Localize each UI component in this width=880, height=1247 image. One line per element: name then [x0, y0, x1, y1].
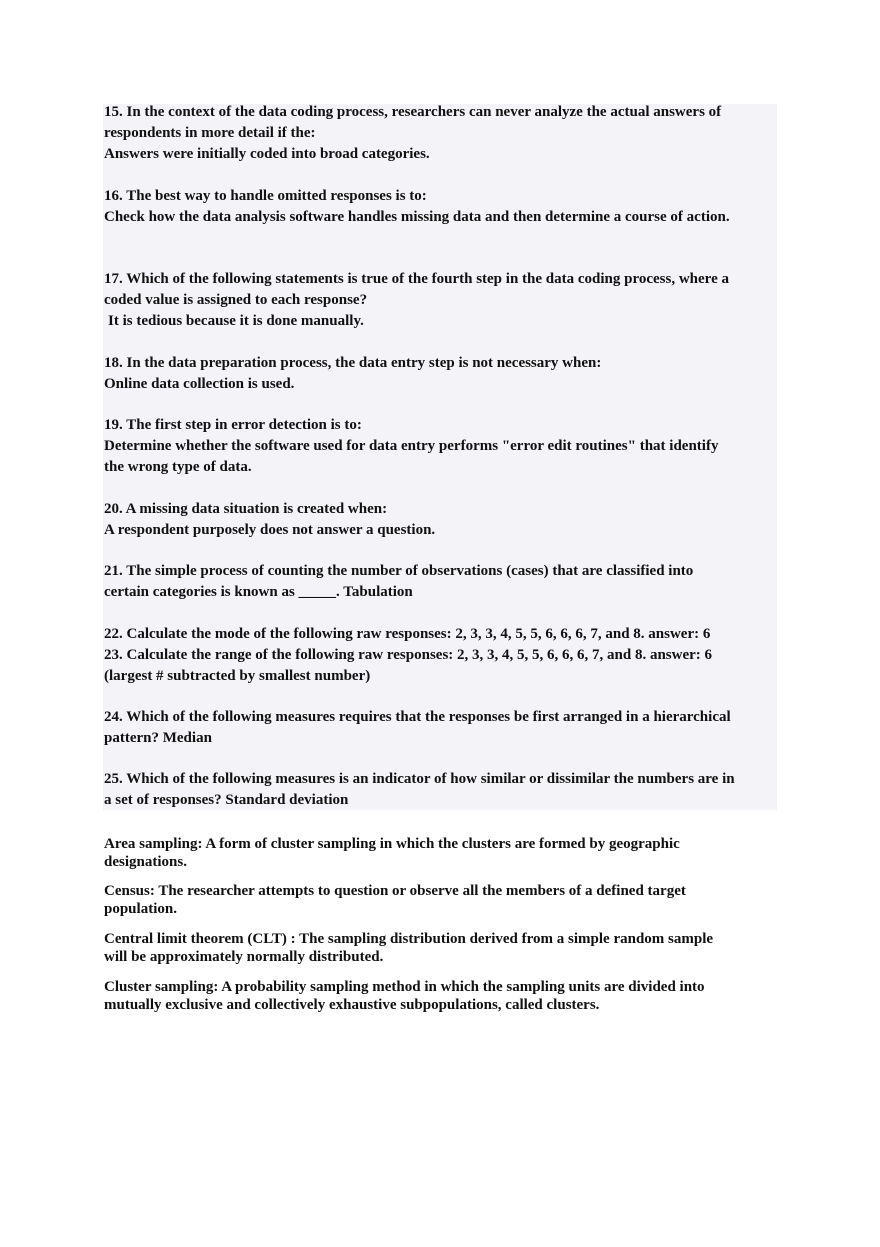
question-25 — [104, 769, 784, 811]
question-21-line-1: 21. The simple process of counting the number of observations (cases) that are classified into — [104, 563, 694, 579]
question-24-line-2: pattern? Median — [104, 730, 212, 746]
question-20-answer: A respondent purposely does not answer a question. — [104, 522, 436, 538]
question-16-line-1: 16. The best way to handle omitted responses is to: — [104, 188, 427, 204]
question-17-line-1: 17. Which of the following statements is true of the fourth step in the data coding process, where a — [104, 271, 729, 287]
question-25-line-2: a set of responses? Standard deviation — [104, 792, 349, 808]
question-17-line-2: coded value is assigned to each response? — [104, 292, 368, 308]
question-17 — [104, 269, 784, 332]
question-18-answer: Online data collection is used. — [104, 376, 295, 392]
question-20-line-1: 20. A missing data situation is created when: — [104, 501, 388, 517]
definition-central-limit-theorem — [104, 930, 784, 966]
definition-line: designations. — [104, 854, 187, 870]
question-19 — [104, 415, 784, 478]
question-18-line-1: 18. In the data preparation process, the data entry step is not necessary when: — [104, 355, 602, 371]
question-20 — [104, 499, 784, 541]
definition-census — [104, 882, 784, 918]
question-23-line: 23. Calculate the range of the following raw responses: 2, 3, 3, 4, 5, 5, 6, 6, 6, 7, and 8. answer: 6 — [104, 647, 713, 663]
question-19-answer-line-2: the wrong type of data. — [104, 459, 252, 475]
question-19-line-1: 19. The first step in error detection is to: — [104, 417, 362, 433]
question-19-answer-line-1: Determine whether the software used for data entry performs "error edit routines" that identify — [104, 438, 719, 454]
question-15-line-2: respondents in more detail if the: — [104, 125, 316, 141]
question-16 — [104, 186, 784, 228]
definition-cluster-sampling — [104, 978, 784, 1014]
question-23-note: (largest # subtracted by smallest number) — [104, 668, 371, 684]
question-24 — [104, 707, 784, 749]
question-16-answer: Check how the data analysis software handles missing data and then determine a course of action. — [104, 209, 730, 225]
definition-line: will be approximately normally distributed. — [104, 949, 384, 965]
question-21 — [104, 561, 784, 603]
definition-area-sampling — [104, 835, 784, 871]
definition-line: population. — [104, 901, 177, 917]
definition-line: mutually exclusive and collectively exhaustive subpopulations, called clusters. — [104, 997, 600, 1013]
question-25-line-1: 25. Which of the following measures is an indicator of how similar or dissimilar the numbers are in — [104, 771, 735, 787]
question-17-answer: It is tedious because it is done manually. — [108, 313, 364, 329]
definition-line: Census: The researcher attempts to question or observe all the members of a defined target — [104, 883, 686, 899]
definition-line: Central limit theorem (CLT) : The sampling distribution derived from a simple random sample — [104, 931, 714, 947]
question-24-line-1: 24. Which of the following measures requires that the responses be first arranged in a hierarchical — [104, 709, 731, 725]
question-15 — [104, 102, 784, 165]
question-21-line-2: certain categories is known as _____. Tabulation — [104, 584, 413, 600]
question-18 — [104, 353, 784, 395]
definition-line: Area sampling: A form of cluster sampling in which the clusters are formed by geographic — [104, 836, 680, 852]
question-15-answer: Answers were initially coded into broad categories. — [104, 146, 430, 162]
question-22-23 — [104, 624, 784, 687]
question-22-line: 22. Calculate the mode of the following raw responses: 2, 3, 3, 4, 5, 5, 6, 6, 6, 7, and 8. answer: 6 — [104, 626, 711, 642]
question-15-line-1: 15. In the context of the data coding process, researchers can never analyze the actual answers of — [104, 104, 722, 120]
definition-line: Cluster sampling: A probability sampling method in which the sampling units are divided into — [104, 979, 705, 995]
